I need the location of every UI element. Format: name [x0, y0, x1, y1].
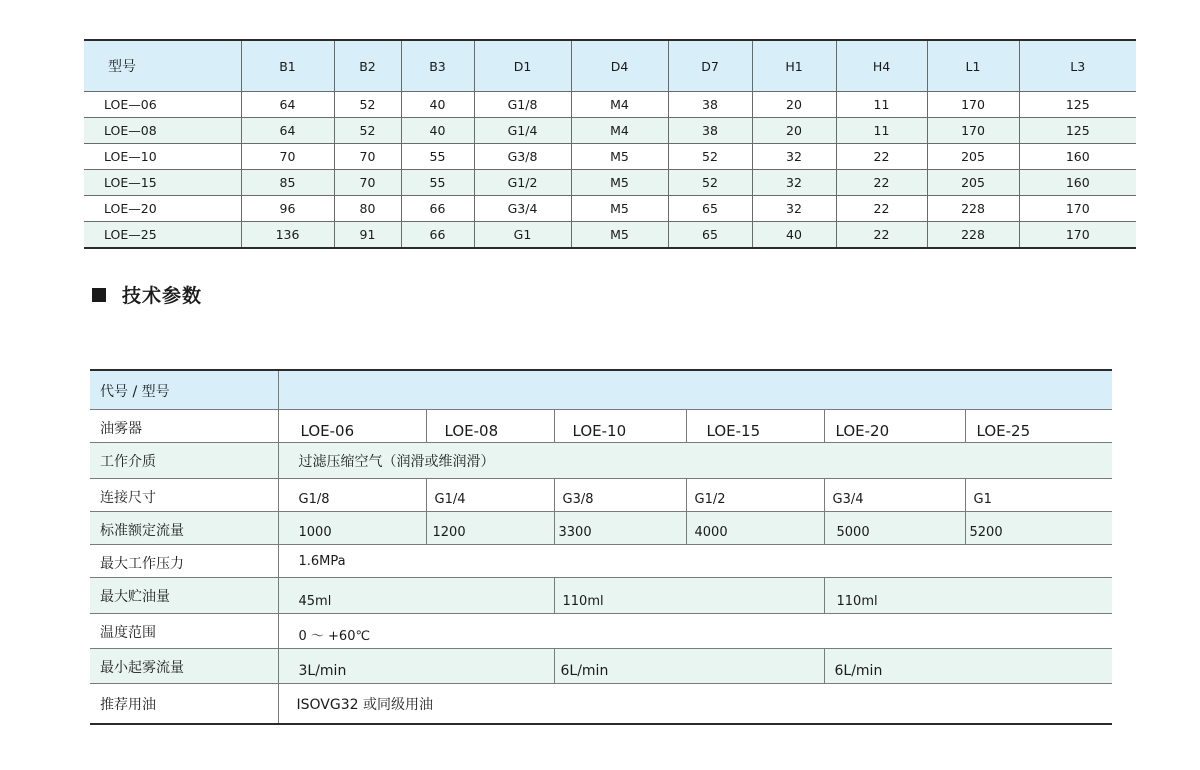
table-cell: 52	[334, 92, 401, 118]
table-cell: 170	[927, 92, 1019, 118]
header-cell-h1: H1	[752, 40, 836, 92]
spec-label: 最大贮油量	[90, 577, 278, 613]
table-cell: 20	[752, 92, 836, 118]
table-cell: 170	[1019, 196, 1136, 222]
table-cell: 65	[668, 196, 752, 222]
table-cell: 40	[401, 92, 474, 118]
table-cell: 22	[836, 144, 927, 170]
table-cell: 22	[836, 222, 927, 249]
table-cell: 32	[752, 196, 836, 222]
table-cell: 40	[752, 222, 836, 249]
table-cell: 55	[401, 170, 474, 196]
header-cell-b3: B3	[401, 40, 474, 92]
table-row	[84, 118, 1136, 144]
table-cell: 38	[668, 118, 752, 144]
table-cell: 11	[836, 118, 927, 144]
table-cell: 64	[241, 92, 334, 118]
table-cell: 65	[668, 222, 752, 249]
spec-value: 3300	[554, 511, 686, 544]
table-cell: 70	[334, 170, 401, 196]
spec-label: 油雾器	[90, 409, 278, 442]
spec-value: LOE-25	[965, 409, 1112, 442]
table-cell: 160	[1019, 170, 1136, 196]
dimension-header-row	[84, 40, 1136, 92]
spec-row-max-oil	[90, 577, 1112, 613]
spec-value: 3L/min	[278, 648, 554, 683]
spec-row-medium	[90, 442, 1112, 478]
spec-label: 温度范围	[90, 613, 278, 648]
header-cell-l1: L1	[927, 40, 1019, 92]
spec-value: LOE-15	[686, 409, 824, 442]
spec-label: 连接尺寸	[90, 478, 278, 511]
spec-value: LOE-08	[426, 409, 554, 442]
table-cell: 55	[401, 144, 474, 170]
table-cell: 170	[927, 118, 1019, 144]
table-cell: M4	[571, 118, 668, 144]
header-cell-h4: H4	[836, 40, 927, 92]
spec-value: ISOVG32 或同级用油	[278, 683, 1112, 724]
table-cell: 20	[752, 118, 836, 144]
table-cell: G1/2	[474, 170, 571, 196]
section-title: 技术参数	[122, 285, 203, 307]
model-cell: LOE—15	[84, 170, 241, 196]
table-cell: 80	[334, 196, 401, 222]
spec-value: 1.6MPa	[278, 544, 1112, 577]
table-cell: G3/8	[474, 144, 571, 170]
table-cell: 160	[1019, 144, 1136, 170]
table-cell: 22	[836, 196, 927, 222]
spec-value: 6L/min	[824, 648, 1112, 683]
table-row	[84, 170, 1136, 196]
table-cell: 170	[1019, 222, 1136, 249]
table-row	[84, 92, 1136, 118]
spec-value: 5000	[824, 511, 965, 544]
table-cell: 205	[927, 170, 1019, 196]
table-row	[84, 144, 1136, 170]
table-cell: G1	[474, 222, 571, 249]
table-cell: 96	[241, 196, 334, 222]
table-cell: 228	[927, 196, 1019, 222]
table-cell: 11	[836, 92, 927, 118]
table-cell: 52	[668, 170, 752, 196]
table-cell: G1/4	[474, 118, 571, 144]
spec-table	[90, 369, 1112, 725]
spec-row-temperature	[90, 613, 1112, 648]
spec-label: 工作介质	[90, 442, 278, 478]
spec-value: G1	[965, 478, 1112, 511]
header-cell-d1: D1	[474, 40, 571, 92]
table-cell: 70	[334, 144, 401, 170]
spec-row-port-size	[90, 478, 1112, 511]
spec-value: G1/8	[278, 478, 426, 511]
spec-value: 6L/min	[554, 648, 824, 683]
spec-row-oiler	[90, 409, 1112, 442]
table-cell: G3/4	[474, 196, 571, 222]
spec-value: 5200	[965, 511, 1112, 544]
spec-value: LOE-10	[554, 409, 686, 442]
table-cell: 66	[401, 222, 474, 249]
header-cell-d4: D4	[571, 40, 668, 92]
table-cell: M5	[571, 222, 668, 249]
table-cell: 125	[1019, 92, 1136, 118]
spec-value: 1000	[278, 511, 426, 544]
spec-row-min-mist-flow	[90, 648, 1112, 683]
table-cell: 32	[752, 144, 836, 170]
table-row	[84, 222, 1136, 249]
dimension-table	[84, 39, 1136, 249]
table-cell: 40	[401, 118, 474, 144]
spec-row-rated-flow	[90, 511, 1112, 544]
table-cell: 52	[334, 118, 401, 144]
spec-value: LOE-20	[824, 409, 965, 442]
table-cell: M5	[571, 144, 668, 170]
spec-value: 45ml	[278, 577, 554, 613]
table-cell: 136	[241, 222, 334, 249]
table-cell: 66	[401, 196, 474, 222]
header-cell-model: 型号	[84, 40, 241, 92]
table-cell: M5	[571, 196, 668, 222]
header-cell-l3: L3	[1019, 40, 1136, 92]
model-cell: LOE—20	[84, 196, 241, 222]
spec-value: LOE-06	[278, 409, 426, 442]
table-cell: 22	[836, 170, 927, 196]
table-cell: 85	[241, 170, 334, 196]
model-cell: LOE—10	[84, 144, 241, 170]
dimension-table-body	[84, 92, 1136, 249]
table-cell: 70	[241, 144, 334, 170]
spec-header-label: 代号 / 型号	[90, 370, 278, 409]
spec-value: 0 ～ +60℃	[278, 613, 1112, 648]
header-cell-b1: B1	[241, 40, 334, 92]
spec-value: 110ml	[554, 577, 824, 613]
table-cell: 64	[241, 118, 334, 144]
spec-value: 110ml	[824, 577, 1112, 613]
spec-value: 4000	[686, 511, 824, 544]
table-cell: 205	[927, 144, 1019, 170]
table-cell: 125	[1019, 118, 1136, 144]
square-bullet-icon	[92, 288, 106, 302]
spec-value: 1200	[426, 511, 554, 544]
model-cell: LOE—08	[84, 118, 241, 144]
spec-header-blank	[278, 370, 1112, 409]
spec-value: G3/4	[824, 478, 965, 511]
table-cell: 38	[668, 92, 752, 118]
header-cell-b2: B2	[334, 40, 401, 92]
header-cell-d7: D7	[668, 40, 752, 92]
table-cell: 91	[334, 222, 401, 249]
spec-label: 标准额定流量	[90, 511, 278, 544]
table-cell: 228	[927, 222, 1019, 249]
table-cell: 32	[752, 170, 836, 196]
spec-value: G3/8	[554, 478, 686, 511]
spec-value: G1/2	[686, 478, 824, 511]
spec-label: 推荐用油	[100, 696, 156, 713]
section-heading	[92, 281, 202, 308]
spec-row-recommended-oil	[90, 683, 1112, 724]
table-cell: M4	[571, 92, 668, 118]
model-cell: LOE—25	[84, 222, 241, 249]
table-row	[84, 196, 1136, 222]
spec-row-max-pressure	[90, 544, 1112, 577]
table-cell: M5	[571, 170, 668, 196]
spec-label: 最小起雾流量	[90, 648, 278, 683]
spec-label: 最大工作压力	[90, 544, 278, 577]
table-cell: G1/8	[474, 92, 571, 118]
spec-value: 过滤压缩空气（润滑或维润滑）	[278, 442, 1112, 478]
spec-value: G1/4	[426, 478, 554, 511]
table-cell: 52	[668, 144, 752, 170]
model-cell: LOE—06	[84, 92, 241, 118]
spec-header-row	[90, 370, 1112, 409]
